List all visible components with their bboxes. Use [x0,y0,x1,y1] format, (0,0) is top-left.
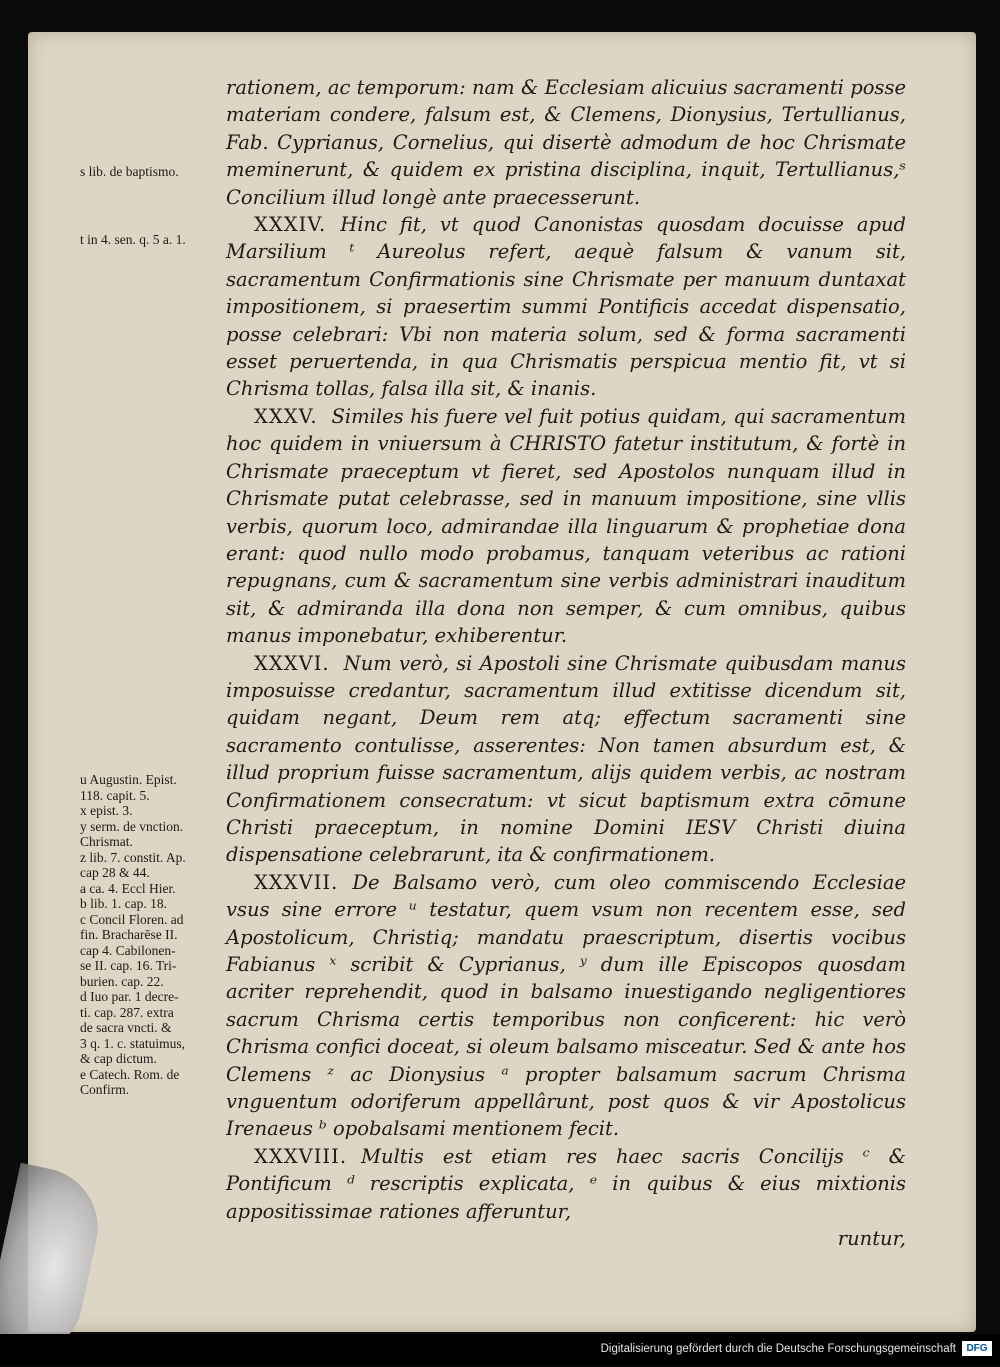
paragraph-34 [226,211,906,403]
footer-bar [0,1334,1000,1365]
margin-note-line: u Augustin. Epist. [80,772,177,787]
margin-note-line: Chrismat. [80,834,133,849]
margin-note-line: a ca. 4. Eccl Hier. [80,880,176,896]
paragraph-35 [226,403,906,650]
paragraph-text: Num verò, si Apostoli sine Chrismate quibusdam manus imposuisse credantur, sacramentum illud extitisse dicendum sit, quidam negant, Deum rem atq; effectum sacramenti sine sacramento contulisse, asserentes: Non tamen absurdum est, & illud proprium fuisse sacramentum, alijs quidem verbis, ac nostram Confirmationem consecratum: vt sicut baptismum extra cōmune Christi praeceptum, in nomine Domini IESV Christi diuina dispensatione celebrarunt, ita & confirmationem. [226,651,906,867]
paragraph-intro [226,74,906,211]
margin-note-line: cap 28 & 44. [80,865,150,880]
book-page [28,32,976,1332]
margin-note-line: de sacra vncti. & [80,1020,172,1035]
margin-note-line: fin. Bracharēse II. [80,927,178,942]
margin-note-line: t in 4. sen. q. 5 a. 1. [80,232,186,247]
section-number: XXXVII. [254,870,339,894]
funding-credit: Digitalisierung gefördert durch die Deutsche Forschungsgemeinschaft [600,1343,956,1355]
margin-note-line: 3 q. 1. c. statuimus, [80,1035,185,1051]
paragraph-text: Multis est etiam res haec sacris Concilijs ᶜ & Pontificum ᵈ rescriptis explicata, ᵉ in quibus & eius mixtionis appositissimae rationes afferuntur, [226,1144,906,1223]
catchword: runtur, [837,1227,906,1251]
paragraph-text: Similes his fuere vel fuit potius quidam, qui sacramentum hoc quidem in vniuersum à CHRISTO fatetur institutum, & fortè in Chrismate praeceptum vt fieret, sed Apostolos nunquam illud in Chrismate putat celebrasse, sed in manuum impositione, sine vllis verbis, quorum loco, admirandae illa linguarum & prophetiae dona erant: quod nullo modo probamus, tanquam veteribus ac rationi repugnans, cum & sacramentum sine verbis administrari inauditum sit, & admiranda illa dona non semper, & cum omnibus, quibus manus imponebatur, exhiberentur. [226,404,906,648]
paragraph-text: De Balsamo verò, cum oleo commiscendo Ecclesiae vsus sine errore ᵘ testatur, quem vsum non recentem esse, sed Apostolicum, Christiq; mandatu praescriptum, disertis vocibus Fabianus ˣ scribit & Cyprianus, ʸ dum ille Episcopos quosdam acriter reprehendit, quod in balsamo inuestigando negligentiores sacrum Chrisma certis temporibus non conficerent: hic verò Chrisma confici doceat, si oleum balsamo misceatur. Sed & ante hos Clemens ᶻ ac Dionysius ᵃ propter balsamum sacrum Chrisma vnguentum odoriferum appellârunt, post quos & vir Apostolicus Irenaeus ᵇ opobalsami mentionem fecit. [226,870,906,1141]
section-number: XXXVIII. [254,1144,348,1168]
margin-note-line: ti. cap. 287. extra [80,1004,174,1020]
paragraph-text: Hinc fit, vt quod Canonistas quosdam docuisse apud Marsilium ᵗ Aureolus refert, aequè falsum & vanum sit, sacramentum Confirmationis sine Chrismate per manuum duntaxat impositionem, si praesertim summi Pontificis accedat dispensatio, posse celebrari: Vbi non materia solum, sed & forma sacramenti esset peruertenda, in qua Chrismatis perspicua mentio fit, vt si Chrisma tollas, falsa illa sit, & inanis. [226,213,906,401]
margin-note-s [80,164,248,180]
paragraph-text: rationem, ac temporum: nam & Ecclesiam alicuius sacramenti posse materiam condere, falsum est, & Clemens, Dionysius, Tertullianus, Fab. Cyprianus, Cornelius, qui disertè admodum de hoc Chrismate meminerunt, & quidem ex pristina disciplina, inquit, Tertullianus,ˢ Concilium illud longè ante praecesserunt. [226,76,906,209]
main-text-block [226,74,906,1252]
margin-note-line: 118. capit. 5. [80,787,150,803]
margin-note-t [80,232,248,248]
margin-note-line: x epist. 3. [80,803,133,818]
margin-note-line: Confirm. [80,1082,130,1097]
margin-note-line: se II. cap. 16. Tri- [80,958,177,973]
dfg-logo: DFG [962,1341,992,1356]
section-number: XXXIV. [254,213,327,237]
margin-note-line: cap 4. Cabilonen- [80,942,176,958]
margin-notes-block [80,772,248,1098]
paragraph-38 [226,1143,906,1225]
margin-note-line: e Catech. Rom. de [80,1066,180,1082]
margin-note-line: b lib. 1. cap. 18. [80,896,167,911]
paragraph-36 [226,650,906,869]
margin-note-line: & cap dictum. [80,1051,157,1066]
margin-note-line: z lib. 7. constit. Ap. [80,849,186,865]
paragraph-37 [226,869,906,1143]
section-number: XXXVI. [254,651,330,675]
margin-note-line: d Iuo par. 1 decre- [80,989,179,1004]
margin-note-line: s lib. de baptismo. [80,164,179,179]
margin-note-line: c Concil Floren. ad [80,911,184,927]
margin-note-line: burien. cap. 22. [80,973,164,989]
margin-note-line: y serm. de vnction. [80,818,184,834]
section-number: XXXV. [254,404,318,428]
